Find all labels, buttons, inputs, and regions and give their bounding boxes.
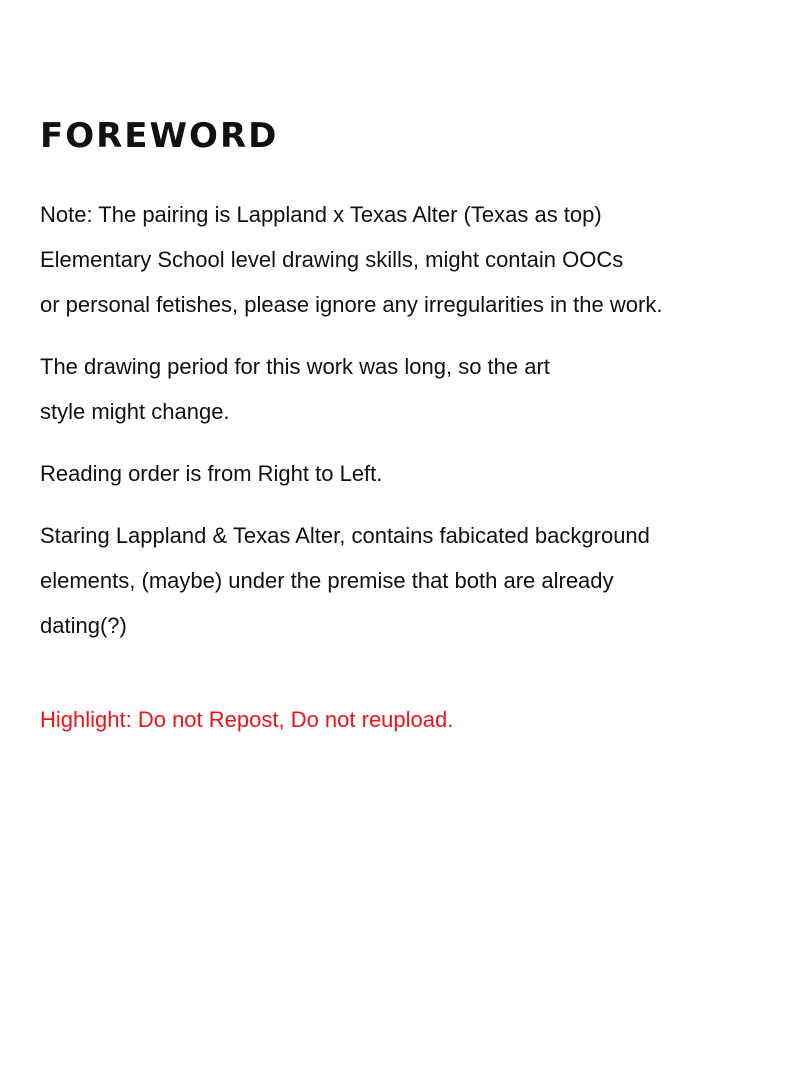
- reading-order-paragraph: [40, 451, 760, 496]
- text-line: Note: The pairing is Lappland x Texas Alter (Texas as top): [40, 202, 602, 227]
- drawing-period-paragraph: [40, 344, 760, 434]
- highlight-text: Highlight: Do not Repost, Do not reupload.: [40, 707, 454, 732]
- note-paragraph: [40, 192, 760, 327]
- text-line: The drawing period for this work was long, so the art: [40, 354, 550, 379]
- text-line: Staring Lappland & Texas Alter, contains fabicated background: [40, 523, 650, 548]
- text-line: dating(?): [40, 613, 127, 638]
- text-line: Reading order is from Right to Left.: [40, 461, 383, 486]
- page-title: FOREWORD: [40, 116, 279, 156]
- premise-paragraph: [40, 513, 760, 648]
- text-line: elements, (maybe) under the premise that both are already: [40, 568, 614, 593]
- text-line: Elementary School level drawing skills, might contain OOCs: [40, 247, 624, 272]
- text-line: or personal fetishes, please ignore any irregularities in the work.: [40, 292, 663, 317]
- highlight-notice: [40, 697, 760, 742]
- text-line: style might change.: [40, 399, 230, 424]
